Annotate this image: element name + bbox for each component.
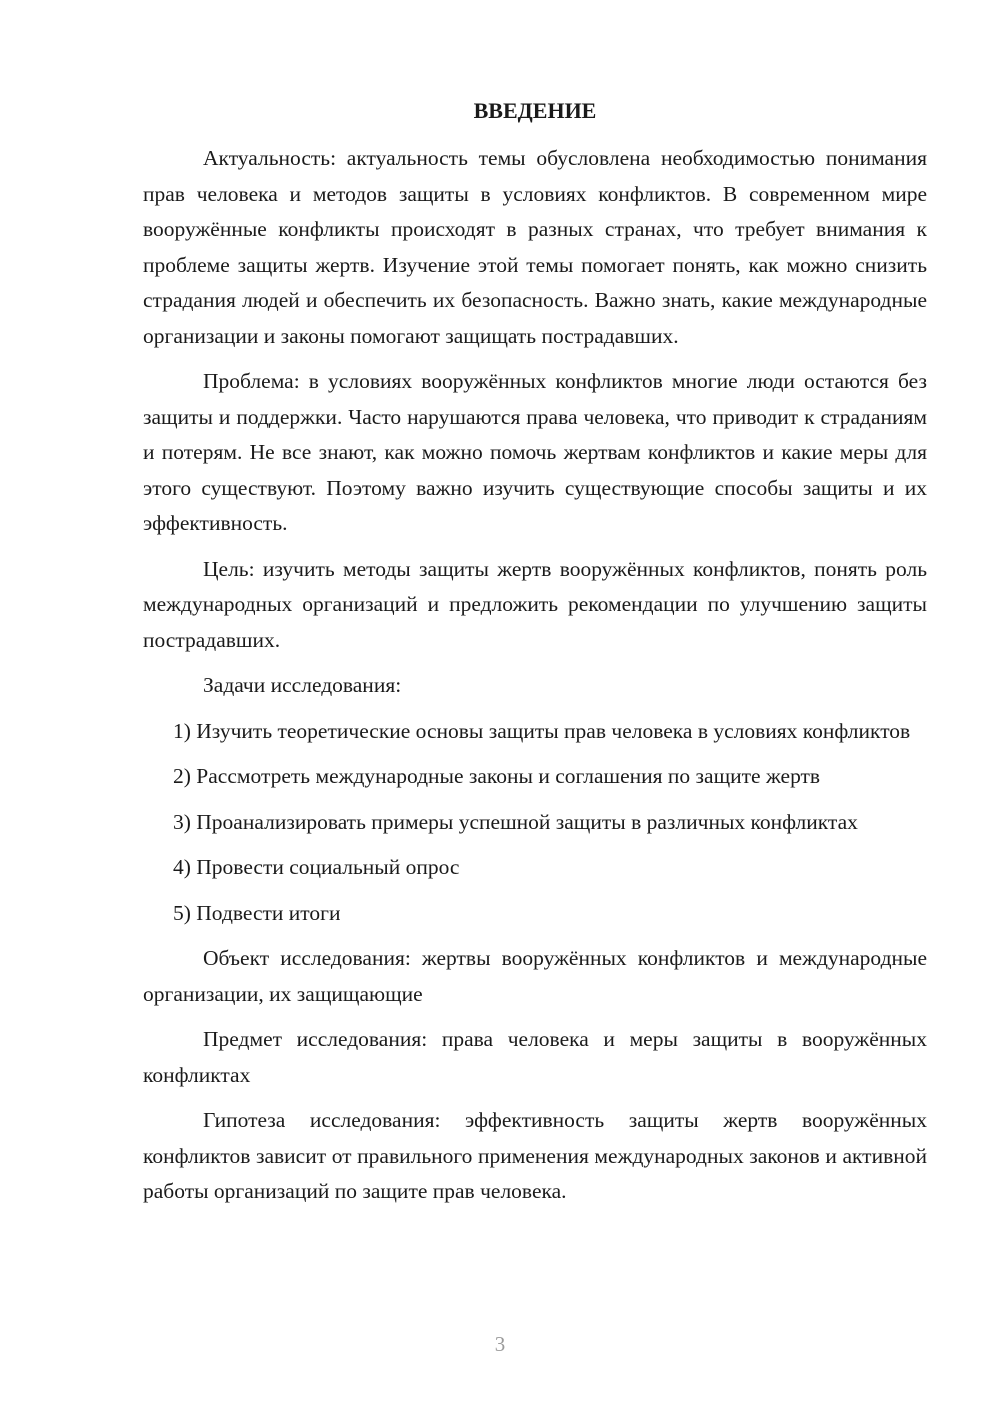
paragraph-problem: Проблема: в условиях вооружённых конфликтов многие люди остаются без защиты и поддержки. Часто нарушаются права человека, что приводит к страданиям и потерям. Не все знают, как можно помочь жертвам конфликтов и какие меры для этого существуют. Поэтому важно изучить существующие способы защиты и их эффективность.	[143, 369, 927, 535]
document-page	[143, 95, 927, 1220]
section-heading: ВВЕДЕНИЕ	[473, 98, 597, 123]
list-item: 4) Провести социальный опрос	[173, 855, 460, 879]
paragraph-goal: Цель: изучить методы защиты жертв вооружённых конфликтов, понять роль международных организаций и предложить рекомендации по улучшению защиты пострадавших.	[143, 556, 927, 652]
tasks-list	[143, 714, 927, 932]
page-number: 3	[494, 1332, 506, 1356]
list-item: 2) Рассмотреть международные законы и соглашения по защите жертв	[173, 764, 821, 788]
paragraph-relevance: Актуальность: актуальность темы обусловлена необходимостью понимания прав человека и методов защиты в условиях конфликтов. В современном мире вооружённые конфликты происходят в разных странах, что требует внимания к проблеме защиты жертв. Изучение этой темы помогает понять, как можно снизить страдания людей и обеспечить их безопасность. Важно знать, какие международные организации и законы помогают защищать пострадавших.	[143, 146, 927, 348]
paragraph-object: Объект исследования: жертвы вооружённых конфликтов и международные организации, их защищающие	[143, 946, 927, 1006]
list-item: 5) Подвести итоги	[173, 900, 341, 925]
list-item: 1) Изучить теоретические основы защиты прав человека в условиях конфликтов	[173, 718, 911, 743]
paragraph-hypothesis: Гипотеза исследования: эффективность защиты жертв вооружённых конфликтов зависит от правильного применения международных законов и активной работы организаций по защите прав человека.	[143, 1108, 927, 1203]
paragraph-tasks-title: Задачи исследования:	[203, 673, 402, 697]
list-item: 3) Проанализировать примеры успешной защиты в различных конфликтах	[173, 809, 858, 834]
paragraph-subject: Предмет исследования: права человека и меры защиты в вооружённых конфликтах	[143, 1027, 927, 1087]
